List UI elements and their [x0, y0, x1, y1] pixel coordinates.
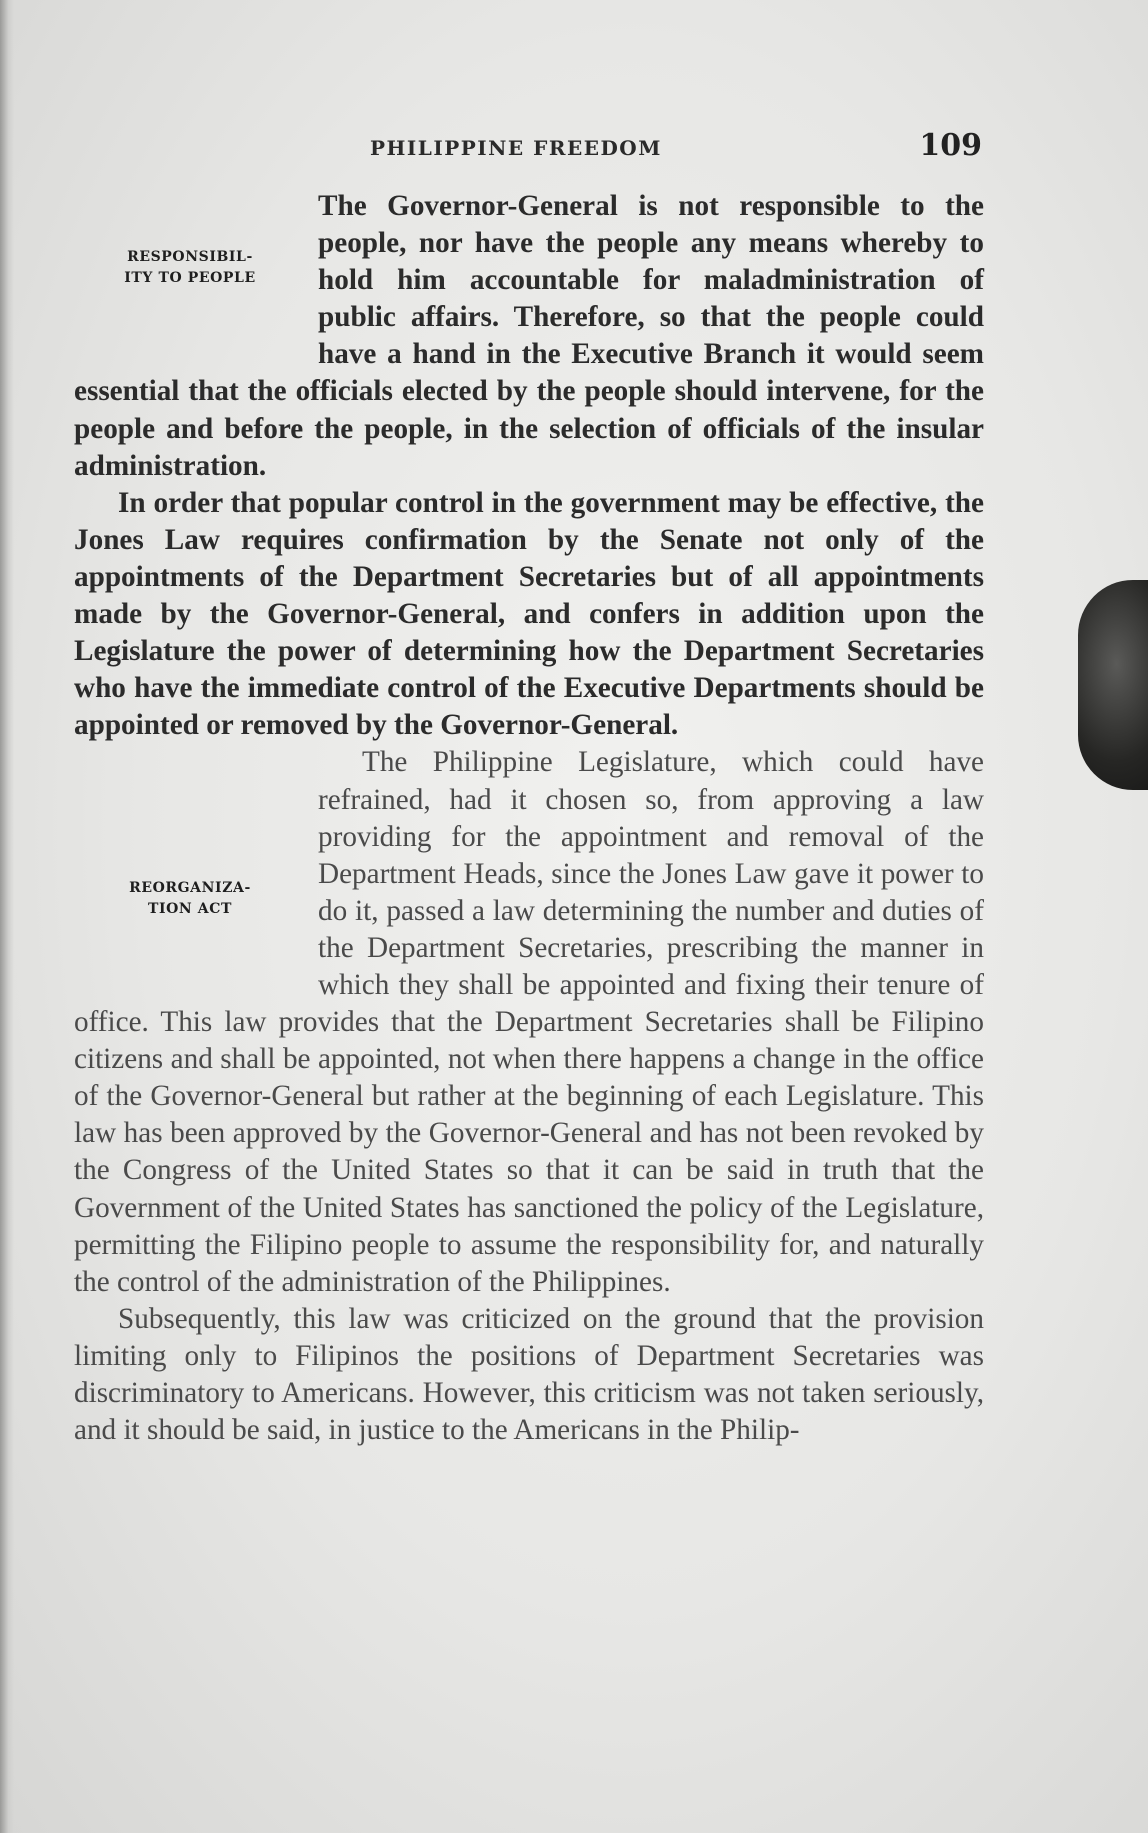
paragraph-4: Subsequently, this law was criticized on the ground that the provision limiting only to Filipinos the positions of Department Secretaries was discriminatory to Americans. However, this criticism was not taken seriously, and it should be said, in justice to the Americans in the Philip-	[74, 1302, 984, 1447]
paragraph-2: In order that popular control in the government may be effective, the Jones Law requires confirmation by the Senate not only of the appointments of the Department Secretaries but of all appointments made by the Governor-General, and confers in addition upon the Legislature the power of determining how the Department Secretaries who have the immediate control of the Executive Departments should be appointed or removed by the Governor-General.	[74, 486, 984, 742]
sidenote-reorganization	[74, 856, 306, 971]
page-edge-shadow	[0, 0, 14, 1833]
sidenote-line: TION ACT	[147, 900, 233, 917]
body-text	[74, 188, 984, 1449]
sidenote-responsibility	[74, 225, 306, 340]
sidenote-line: ITY TO PEOPLE	[124, 270, 256, 286]
paragraph-3: The Philippine Legislature, which could have refrained, had it chosen so, from approving a law providing for the appointment and removal of the Department Heads, since the Jones Law gave it power to do it, passed a law determining the number and duties of the Department Secretaries, prescribing the manner in which they shall be appointed and fixing their tenure of office. This law provides that the Department Secretaries shall be Filipino citizens and shall be appointed, not when there happens a change in the office of the Governor-General but rather at the beginning of each Legislature. This law has been approved by the Governor-General and has not been revoked by the Congress of the United States so that it can be said in truth that the Government of the United States has sanctioned the policy of the Legislature, permitting the Filipino people to assume the responsibility for, and naturally the control of the administration of the Philippines.	[74, 746, 984, 1298]
page-number: 109	[919, 128, 982, 163]
sidenote-line: REORGANIZA-	[129, 879, 251, 896]
paragraph-1: The Governor-General is not responsible to the people, nor have the people any means whereby to hold him accountable for maladministration of public affairs. Therefore, so that the people could have a hand in the Executive Branch it would seem essential that the officials elected by the people should intervene, for the people and before the people, in the selection of officials of the insular administration.	[74, 190, 984, 482]
running-head: PHILIPPINE FREEDOM	[370, 136, 662, 160]
page-header	[74, 128, 982, 168]
sidenote-line: RESPONSIBIL-	[127, 249, 253, 265]
thumb-shadow	[1078, 580, 1148, 790]
